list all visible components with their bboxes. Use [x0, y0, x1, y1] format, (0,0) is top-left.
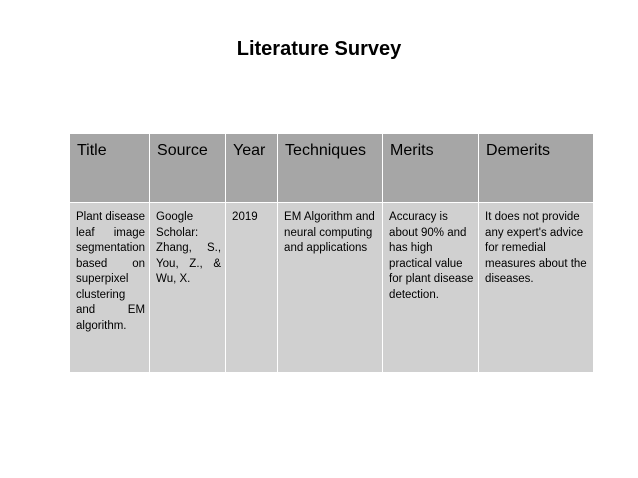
- header-merits: Merits: [383, 134, 479, 203]
- cell-merits: Accuracy is about 90% and has high practical value for plant disease detection.: [383, 203, 479, 373]
- cell-techniques: EM Algorithm and neural computing and applications: [278, 203, 383, 373]
- table-header-row: [70, 134, 594, 203]
- literature-table: [69, 133, 594, 373]
- cell-source: Google Scholar: Zhang, S., You, Z., & Wu, X.: [150, 203, 226, 373]
- header-demerits: Demerits: [479, 134, 594, 203]
- header-year: Year: [226, 134, 278, 203]
- cell-year: 2019: [226, 203, 278, 373]
- cell-title: Plant disease leaf image segmentation based on superpixel clustering and EM algorithm.: [70, 203, 150, 373]
- cell-demerits: It does not provide any expert's advice for remedial measures about the diseases.: [479, 203, 594, 373]
- header-source: Source: [150, 134, 226, 203]
- header-techniques: Techniques: [278, 134, 383, 203]
- table-row: [70, 203, 594, 373]
- page-title: Literature Survey: [236, 38, 402, 60]
- header-title: Title: [70, 134, 150, 203]
